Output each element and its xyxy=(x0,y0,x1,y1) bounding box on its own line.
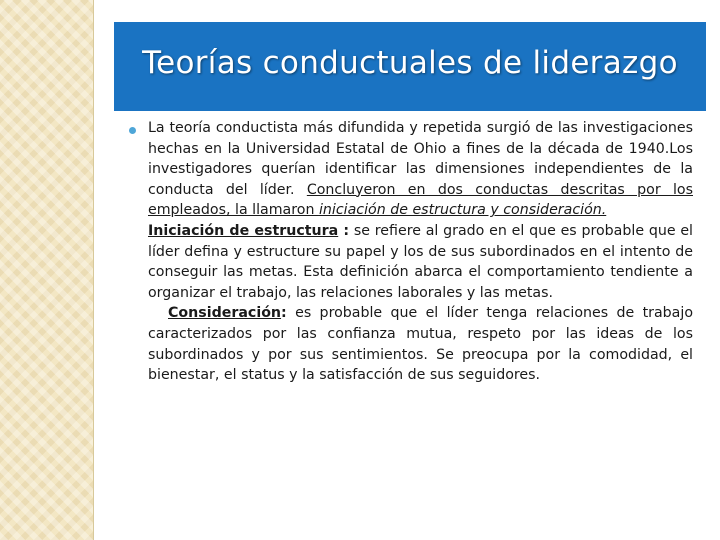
round-bullet-icon xyxy=(129,127,136,134)
slide-title: Teorías conductuales de liderazgo xyxy=(142,44,678,81)
consideration-term: Consideración xyxy=(168,305,282,322)
consideration-colon: : xyxy=(281,305,287,322)
initiation-term: Iniciación de estructura xyxy=(148,222,339,239)
paragraph-consideration xyxy=(148,303,693,385)
side-divider xyxy=(93,0,94,540)
initiation-definition: se refiere al grado en el que es probable que el líder defina y estructure su papel y los de sus subordinados en el intento de conseguir las metas. Esta definición abarca el comportamiento tendiente a organizar el trabajo, las relaciones laborales y las metas. xyxy=(148,222,693,301)
title-bar xyxy=(114,22,706,111)
paragraph-intro xyxy=(148,118,693,221)
intro-text: La teoría conductista más difundida y repetida surgió de las investigaciones hechas en la Universidad Estatal de Ohio a fines de la década de 1940.Los investigadores querían identificar las dimensiones independientes de la conducta del líder. xyxy=(148,120,693,198)
consideration-definition: es probable que el líder tenga relaciones de trabajo caracterizados por las confianza mutua, respeto por las ideas de los subordinados y por sus sentimientos. Se preocupa por la comodidad, el bienestar, el status y la satisfacción de sus seguidores. xyxy=(148,305,693,384)
decorative-side-strip xyxy=(0,0,93,540)
paragraph-initiation xyxy=(148,221,693,303)
slide-content xyxy=(148,118,693,386)
conclusion-italic-text: iniciación de estructura y consideración. xyxy=(318,202,607,219)
initiation-colon: : xyxy=(338,222,350,239)
conclusion-underlined-text: Concluyeron en dos conductas descritas por los empleados, la llamaron xyxy=(148,181,693,219)
